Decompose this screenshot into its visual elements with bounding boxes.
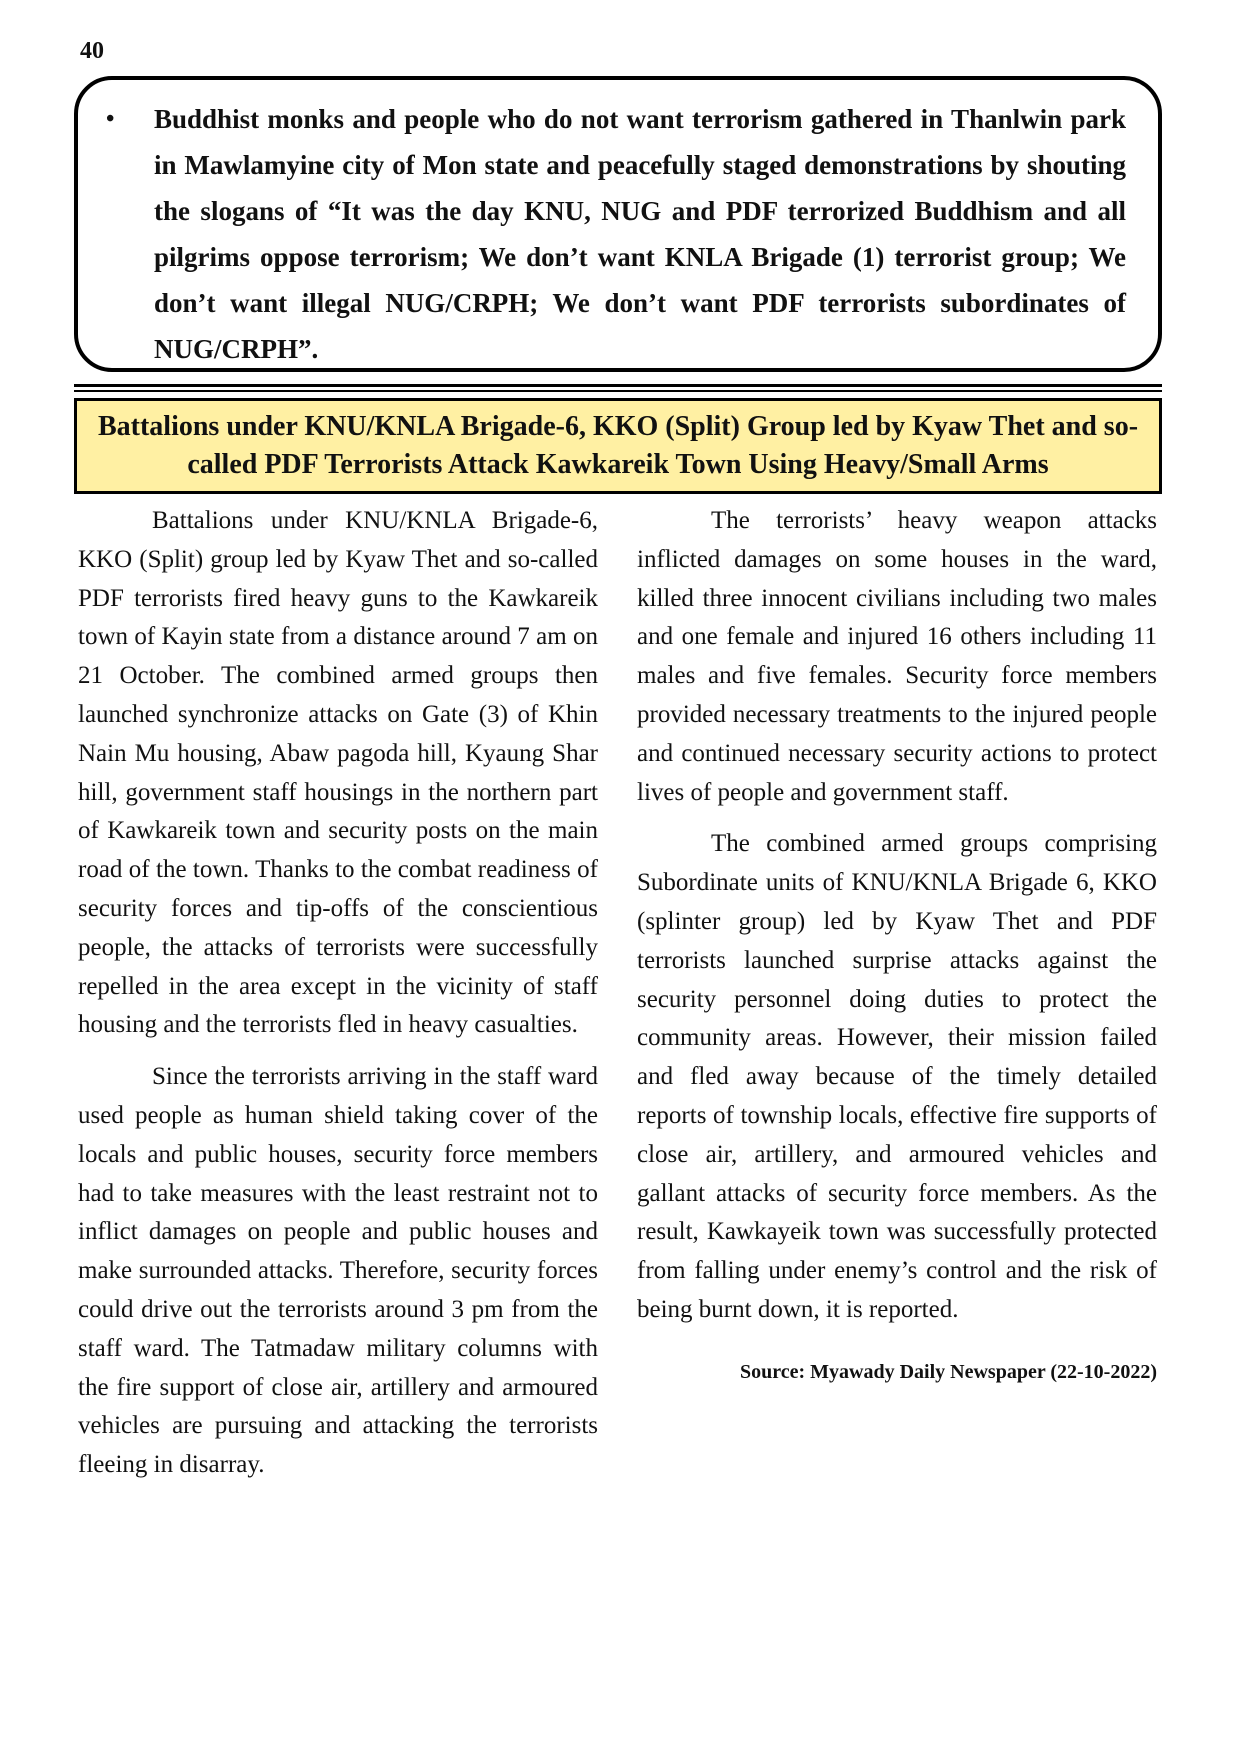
bullet-item	[106, 96, 1126, 372]
body-paragraph: Battalions under KNU/KNLA Brigade-6, KKO (Split) group led by Kyaw Thet and so-called PDF terrorists fired heavy guns to the Kawkareik town of Kayin state from a distance around 7 am on 21 October. The combined armed groups then launched synchronize attacks on Gate (3) of Khin Nain Mu housing, Abaw pagoda hill, Kyaung Shar hill, government staff housings in the northern part of Kawkareik town and security posts on the main road of the town. Thanks to the combat readiness of security forces and tip-offs of the conscientious people, the attacks of terrorists were successfully repelled in the area except in the vicinity of staff housing and the terrorists fled in heavy casualties.	[78, 507, 598, 1039]
source-citation: Source: Myawady Daily Newspaper (22-10-2022)	[739, 1360, 1157, 1383]
body-paragraph: The terrorists’ heavy weapon attacks inflicted damages on some houses in the ward, killed three innocent civilians including two males and one female and injured 16 others including 11 males and five females. Security force members provided necessary treatments to the injured people and continued necessary security actions to protect lives of people and government staff.	[637, 507, 1157, 806]
body-paragraph: The combined armed groups comprising Subordinate units of KNU/KNLA Brigade 6, KKO (splinter group) led by Kyaw Thet and PDF terrorists launched surprise attacks against the security personnel doing duties to protect the community areas. However, their mission failed and fled away because of the timely detailed reports of township locals, effective fire supports of close air, artillery, and armoured vehicles and gallant attacks of security force members. As the result, Kawkayeik town was successfully protected from falling under enemy’s control and the risk of being burnt down, it is reported.	[637, 830, 1157, 1323]
bullet-icon: •	[106, 106, 115, 132]
right-column	[637, 502, 1157, 1386]
body-paragraph: Since the terrorists arriving in the staff ward used people as human shield taking cover of the locals and public houses, security force members had to take measures with the least restraint not to inflict damages on people and public houses and make surrounded attacks. Therefore, security forces could drive out the terrorists around 3 pm from the staff ward. The Tatmadaw military columns with the fire support of close air, artillery and armoured vehicles are pursuing and attacking the terrorists fleeing in disarray.	[78, 1063, 598, 1479]
article-title-box	[74, 398, 1162, 494]
title-divider	[74, 384, 1162, 392]
bullet-item-text: Buddhist monks and people who do not want terrorism gathered in Thanlwin park in Mawlamyine city of Mon state and peacefully staged demonstrations by shouting the slogans of “It was the day KNU, NUG and PDF terrorized Buddhism and all pilgrims oppose terrorism; We don’t want KNLA Brigade (1) terrorist group; We don’t want illegal NUG/CRPH; We don’t want PDF terrorists subordinates of NUG/CRPH”.	[154, 104, 1126, 364]
left-column	[78, 502, 598, 1498]
highlight-box	[74, 76, 1162, 372]
page-number: 40	[80, 38, 104, 64]
article-title: Battalions under KNU/KNLA Brigade-6, KKO (Split) Group led by Kyaw Thet and so-called PDF Terrorists Attack Kawkareik Town Using Heavy/Small Arms	[97, 411, 1139, 480]
